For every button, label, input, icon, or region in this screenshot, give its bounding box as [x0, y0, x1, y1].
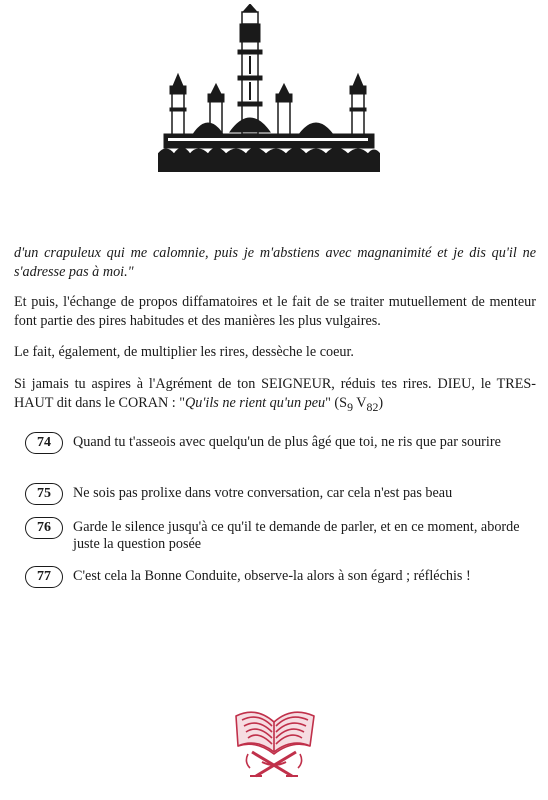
quran-intro-text: Si jamais tu aspires à l'Agrément de ton SEIGNEUR, réduis tes rires. DIEU, le TRES-HAUT dit dans le CORAN : "	[14, 376, 536, 411]
item-text: C'est cela la Bonne Conduite, observe-la alors à son égard ; réfléchis !	[73, 568, 471, 584]
quran-ref-open: " (S	[325, 395, 348, 411]
paragraph-laughter: Le fait, également, de multiplier les rires, dessèche le coeur.	[14, 344, 354, 360]
item-number-badge: 75	[25, 483, 63, 505]
mosque-illustration	[158, 4, 380, 172]
verse-number: 82	[366, 399, 379, 414]
quran-ref-close: )	[378, 395, 384, 411]
item-text: Ne sois pas prolixe dans votre conversation, car cela n'est pas beau	[73, 485, 453, 501]
item-number-badge: 76	[25, 517, 63, 539]
quran-on-stand-illustration	[228, 702, 320, 786]
verse-label: V	[352, 395, 367, 411]
item-number-badge: 74	[25, 432, 63, 454]
item-text: Garde le silence jusqu'à ce qu'il te demande de parler, et en ce moment, aborde juste la question posée	[73, 519, 520, 552]
quran-quote: Qu'ils ne rient qu'un peu	[185, 395, 326, 411]
quote-continuation: d'un crapuleux qui me calomnie, puis je m'abstiens avec magnanimité et je dis qu'il ne s'adresse pas à moi."	[14, 245, 536, 280]
sura-number: 9	[347, 399, 353, 414]
paragraph-insults: Et puis, l'échange de propos diffamatoires et le fait de se traiter mutuellement de menteur font partie des pires habitudes et des manières les plus vulgaires.	[14, 294, 536, 329]
paragraph-quran-quote	[14, 375, 536, 417]
item-text: Quand tu t'asseois avec quelqu'un de plus âgé que toi, ne ris que par sourire	[73, 434, 501, 450]
item-number-badge: 77	[25, 566, 63, 588]
